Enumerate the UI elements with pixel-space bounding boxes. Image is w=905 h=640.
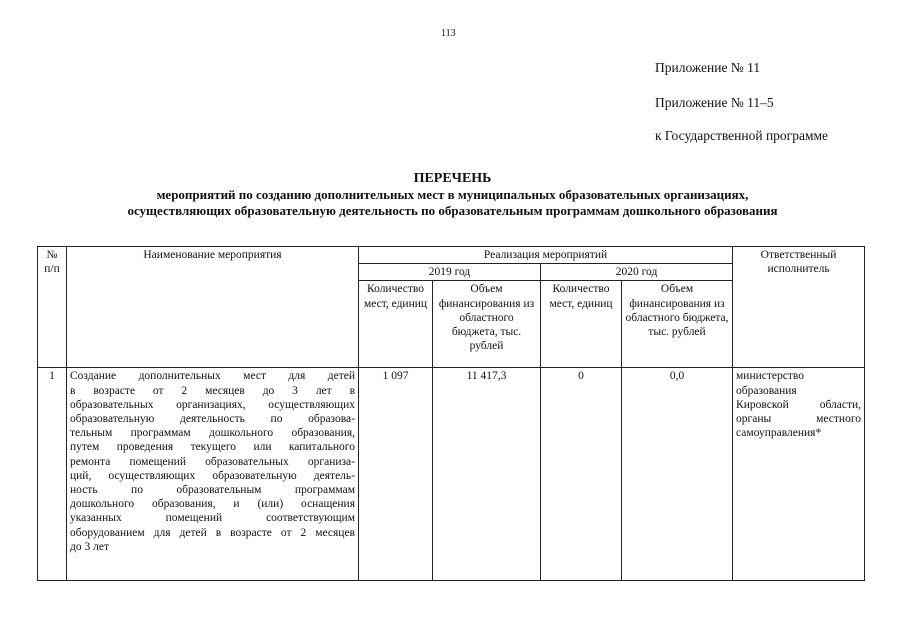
header-count-2019: Количество мест, единиц [359, 281, 433, 368]
header-responsible: Ответственный исполнитель [733, 247, 865, 368]
row-name-line: ций, осуществляющих образовательную деятель- [70, 469, 355, 482]
appendix-line-2: Приложение № 11–5 [655, 95, 774, 110]
header-year-2020: 2020 год [541, 264, 733, 281]
row-name-line: до 3 лет [70, 540, 109, 553]
header-year-2019: 2019 год [359, 264, 541, 281]
row-name-line: в возрасте от 2 месяцев до 3 лет в [70, 384, 355, 397]
appendix-line-1: Приложение № 11 [655, 60, 761, 75]
document-subtitle-line-2: осуществляющих образовательную деятельность по образовательным программам дошкольного образования [127, 203, 778, 218]
row-responsible-line: самоуправления* [736, 427, 822, 440]
row-responsible-line: Кировской области, [736, 398, 862, 411]
row-name [67, 368, 359, 581]
header-volume-2019: Объем финансирования из областного бюджета, тыс. рублей [433, 281, 541, 368]
row-num: 1 [38, 368, 67, 581]
page-number: 113 [441, 28, 456, 39]
document-subtitle-line-1: мероприятий по созданию дополнительных мест в муниципальных образовательных организациях, [156, 187, 749, 202]
row-name-line: оборудованием для детей в возрасте от 2 месяцев [70, 526, 355, 539]
row-name-line: образовательную деятельность по образова- [70, 413, 355, 426]
row-responsible-line: органы местного [736, 413, 862, 426]
header-count-2020: Количество мест, единиц [541, 281, 622, 368]
row-name-line: Создание дополнительных мест для детей [70, 370, 355, 383]
row-name-line: дошкольного образования, и (или) оснащения [70, 498, 355, 511]
document-heading [20, 171, 885, 219]
row-name-line: тельным программам дошкольного образования, [70, 427, 355, 440]
row-name-line: ремонта помещений образовательных организа- [70, 455, 355, 468]
header-name: Наименование мероприятия [67, 247, 359, 368]
row-responsible [733, 368, 865, 581]
measures-table [37, 246, 865, 581]
appendix-line-3: к Государственной программе [655, 128, 829, 143]
header-realization: Реализация мероприятий [359, 247, 733, 264]
table-row [38, 368, 865, 581]
row-responsible-line: министерство [736, 370, 804, 383]
document-title: ПЕРЕЧЕНЬ [413, 171, 492, 186]
row-count-2019: 1 097 [359, 368, 433, 581]
row-name-line: путем проведения текущего или капитального [70, 441, 355, 454]
row-count-2020: 0 [541, 368, 622, 581]
row-volume-2019: 11 417,3 [433, 368, 541, 581]
row-name-line: ность по образовательным программам [70, 484, 355, 497]
row-responsible-line: образования [736, 384, 797, 397]
header-volume-2020: Объем финансирования из областного бюджета, тыс. рублей [622, 281, 733, 368]
row-volume-2020: 0,0 [622, 368, 733, 581]
row-name-line: указанных помещений соответствующим [70, 512, 355, 525]
row-name-line: образовательных организациях, осуществляющих [70, 398, 355, 411]
header-num: № п/п [38, 247, 67, 368]
